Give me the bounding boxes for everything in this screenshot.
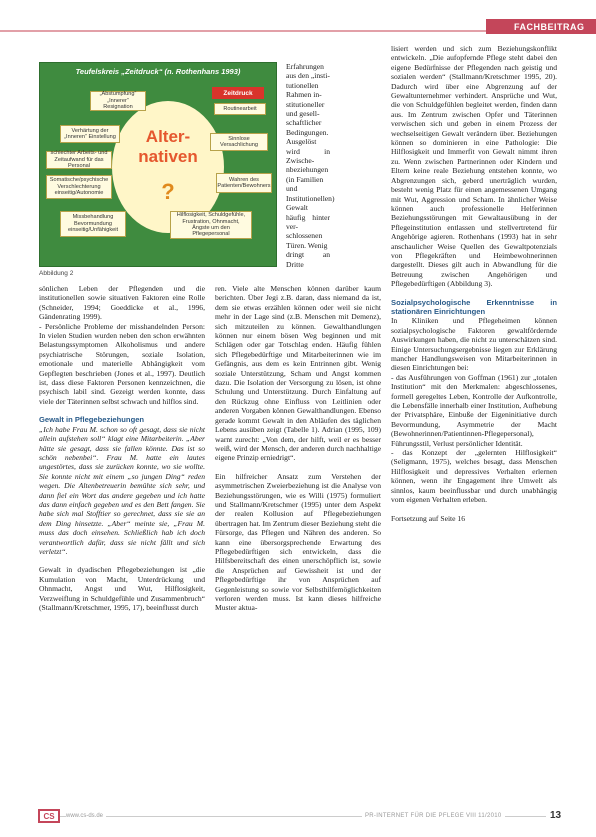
footer-url[interactable]: www.cs-ds.de	[66, 813, 106, 819]
text-line: stitutioneller und gesell-	[286, 99, 325, 119]
column-middle	[215, 284, 381, 613]
figure-alternativen-2: nativen	[138, 147, 198, 166]
page-footer	[0, 805, 596, 837]
paragraph: - das Konzept der „gelernten Hilflosigkeit“ (Seligmann, 1975), welches besagt, dass Menschen Hilflosigkeit und depressives Verhalten erlernen können, wenn ihr Engagement ihre Umwelt als sinnlos, kaum beeinflussbar und durch unabhängig vom eigenen Verhalten erleben.	[391, 448, 557, 505]
footer-magazine: PR-INTERNET FÜR DIE PFLEGE VIII 11/2010	[362, 813, 505, 819]
figure-box: Routinearbeit	[214, 103, 266, 115]
continuation-note: Fortsetzung auf Seite 16	[391, 513, 466, 523]
figure-zeitdruck-label: Zeitdruck	[212, 87, 264, 99]
figure-box: Hilflosigkeit, Schuldgefühle, Frustration, Ohnmacht, Ängste um den Pflegepersonal	[170, 211, 252, 239]
page-header	[0, 0, 596, 34]
text-line: tutionellen Rahmen in-	[286, 80, 322, 100]
figure-alternativen-1: Alter-	[145, 127, 191, 146]
figure-box: Wahren des Patienten/Bewohners	[216, 173, 272, 193]
text-line: nbeziehungen (in Familien	[286, 165, 329, 184]
figure-box: schlechter Arbeits- und Zeitaufwand für das Personal	[46, 151, 112, 169]
figure-box: Sinnlose Versachlichung	[210, 133, 268, 151]
column-left	[39, 284, 205, 612]
figure-box: Somatische/psychische Verschlechterung einseitig/Autonomie	[46, 175, 112, 199]
text-line: häufig hinter ver-	[286, 212, 330, 231]
subheading-gewalt: Gewalt in Pflegebeziehungen	[39, 415, 145, 425]
figure-question-mark: ?	[161, 179, 175, 204]
paragraph: ren. Viele alte Menschen können darüber kaum berichten. Über Jegi z.B. daran, dass niemand da ist, dem sie etwas erzählen können oder weil sie nicht mehr in der Lage sind (z.B. Menschen mit Demenz), sich mitzuteilen zu können. Gewalthandlungen können nur einem bösen Weg beginnen und mit Schlägen oder gar Totschlag enden. Häufig fühlen sich Pflegebedürftige und Mitarbeiterinnen wie im Gefängnis, aus dem es kein Entrinnen gibt. Wenig soziale Unterstützung, Scham und Angst kommen dazu. Die Isolation der Versorgung zu lösen, ist ohne Schulung und Unterstützung. Durch Einfaltung auf den Rückzug ohne Einfluss von Leitlinien oder anderen Vorgaben können Gewalthandlungen. Ebenso gerade kommt Gewalt in den Abläufen des täglichen Lebens ausüben zeigt (Tabelle 1). Adrian (1995, 109) warnt zurecht: „Von dem, der hilft, weil er es besser weiß, wird der Mensch, der anderen durch nachhaltige eigene Prinzip erniedrigt“.	[215, 284, 381, 463]
paragraph: Ein hilfreicher Ansatz zum Verstehen der asymmetrischen Zweierbeziehung ist die Analyse von Beziehungsstörungen, wie es Willi (1975) formuliert und Stallmann/Kretschmer (1995) unter dem Aspekt der realen Kollusion auf Pflegebeziehungen übertragen hat. Im Zentrum dieser Beziehung steht die Fürsorge, das Pflegen und Nähren des anderen. So kann eine übersorgsprechende Erwartung des Pflegebedürftigen sich entwickeln, dass die Hilfsbereitschaft des einen unerschöpflich ist, sowie die Ansprüchen auf Gewissheit ist und der Pflegebedürftige ihr von Ansprüchen auf Gegenleistung so sowie vor Selbsthilfemöglichkeiten verloren werden muss. Ist kann dieses hilfreiche Muster aktua-	[215, 471, 381, 613]
paragraph: Gewalt in dyadischen Pflegebeziehungen ist „die Kumulation von Macht, Unterdrückung und Ohnmacht, Angst und Wut, Hilflosigkeit, Verzweiflung in Schuldgefühle und Zusammenbruch“ (Stallmann/Kretschmer, 1995, 17), beeinflusst durch	[39, 565, 205, 612]
quote-text: „Ich habe Frau M. schon so oft gesagt, dass sie nicht allein aufstehen soll“ klagt eine Mitarbeiterin. „Aber hätte sie gesagt, dass sie fallen könnte. Das ist so schön nebenbei“. Frau M. hatte ein lautes ungestörtes, dass sie zurücken konnte, wo sie wollte. Sie konnte nicht mit einem „so jungen Ding“ reden wegen. Die Altenbetreuerin bemühte sich sehr, und dann fiel ein Wort das andere gegeben und ich hatte das dann einfach gegeben und es den Bett fangen. Sie habe sich mal Stofftier so gerechnet, dass sie sie an dem Ding hinsetzte. „Aber“ meinte sie, „Frau M. muss das doch einsehen. Schließlich hab ich doch verantwortlich dafür, dass sie nicht fällt und sich verletzt“.	[39, 424, 205, 556]
text-line: schlossenen Türen. Wenig	[286, 231, 328, 250]
text-line: Erfahrungen aus den „insti-	[286, 62, 330, 81]
column-middle-top	[286, 62, 335, 269]
column-right	[391, 44, 557, 523]
figure-title: Teufelskreis „Zeitdruck“ (n. Rothenhans 1993)	[75, 67, 241, 76]
text-line: schaftlicher Bedingungen.	[286, 118, 329, 137]
quote-paragraph	[39, 425, 205, 557]
text-line: dringt an Dritte	[286, 250, 330, 269]
text-line: Ausgelöst wird in Zwische-	[286, 137, 330, 166]
text-line: und Institutionellen) Gewalt	[286, 184, 335, 213]
subheading-sozialpsychologie: Sozialpsychologische Erkenntnisse in stationären Einrichtungen	[391, 297, 557, 316]
paragraph: In Kliniken und Pflegeheimen können sozialpsychologische Faktoren gewaltfördernde Auswirkungen haben, die nicht zu unterschätzen sind. Einige Untersuchungsergebnisse liegen zur Erklärung mancher Handlungsweisen von Mitarbeiterinnen in diesen Einrichtungen bei:	[391, 316, 557, 373]
paragraph: sönlichen Leben der Pflegenden und die institutionellen sowie situativen Faktoren eine Rolle (Schneider, 1994; Goeddicke et al., 1996, Gändenrating 1999).	[39, 284, 205, 322]
figure-vicious-circle	[39, 62, 277, 267]
figure-box: Missbehandlung Bevormundung einseitig/Unfähigkeit	[60, 211, 126, 237]
section-label: FACHBEITRAG	[486, 19, 596, 34]
page-number: 13	[546, 810, 561, 821]
header-rule	[0, 30, 520, 32]
publisher-logo: CS	[38, 809, 60, 823]
figure-box: Verhärtung der „Inneren“ Einstellung	[60, 125, 120, 143]
figure-box: „Abstumpfung“ „Innerer“ Resignation	[90, 91, 146, 111]
paragraph: lisiert werden und sich zum Beziehungskonflikt entwickeln. „Die aufopfernde Pflege steht dabei den eigene Bedürfnisse der Pflegenden nach geistig und sozialen werden“ (Stallmann/Kretschmer 1995, 20). Dadurch wird über eine Abgrenzung auf der Gewaltunternehmer verhindert. Ansprüche und Wut, die von Schuldgefühlen begleitet werden, finden dann aus. Im Zentrum zwischen Opfer und Täterinnen verwischen sich und geben in einem Prozess der wechselseitigen Gewalt verändern über. Beziehungen können so dominieren in eine Pathologie: Die Hilflosigkeit und Immerfit von Gewalt nimmt ihren zu. Wenn zwischen Partnerinnen oder Kindern und Eltern keine reale Beziehung entstehen konnte, wo Abgrenzungen sich, geberd unerträglich wurden, besteht wenig Platz für einen angemessenen Umgang mit Wut, Aggression und Scham. In ähnlicher Weise können auch professionelle Helferinnen Beziehungsstörungen mit Gewaltausübung in der Pflegeinstitution entlassen und stellvertretend für Angehörige agieren. Rothenhans (1993) hat in sehr anschaulicher Weise Quellen des Gewaltpotenzials von Pflegekräften und Heimbewohnerinnen dargestellt. Dieses gilt auch in Abwandlung für die Betreuung zwischen Angehörigen und Pflegebedürftigen (Abbildung 3).	[391, 44, 557, 289]
paragraph: - das Ausführungen von Goffman (1961) zur „totalen Institution“ mit den Merkmalen: abgeschlossenes, formell geregeltes Leben, Kontrolle der Aufkontrolle, die Lebensfälle innerhalb einer Institution, Aufhebung der Privatsphäre, Einbuße der Eigeninitiative durch Bevormundung, Asymmetrie der Macht (Bewohnerinnen/Patientinnen-Pflegepersonal), Führungsstil, Verlust persönlicher Identität.	[391, 372, 557, 448]
paragraph: - Persönliche Probleme der misshandelnden Person: In vielen Studien wurden neben den schon erwähnten Belastungssymptomen Alkoholismus und andere psychiatrische Störungen, soziale Isolation, emotionale und materielle Abhängigkeit vom Gepflegten beschrieben (Jones et al., 1997). Deutlich ist, dass diese Faktoren Personen kennzeichnen, die psychisch labil sind. Gezeigt werden konnte, dass viele der Täterinnen selbst schwach und hilflos sind.	[39, 321, 205, 406]
figure-caption: Abbildung 2	[39, 270, 74, 277]
